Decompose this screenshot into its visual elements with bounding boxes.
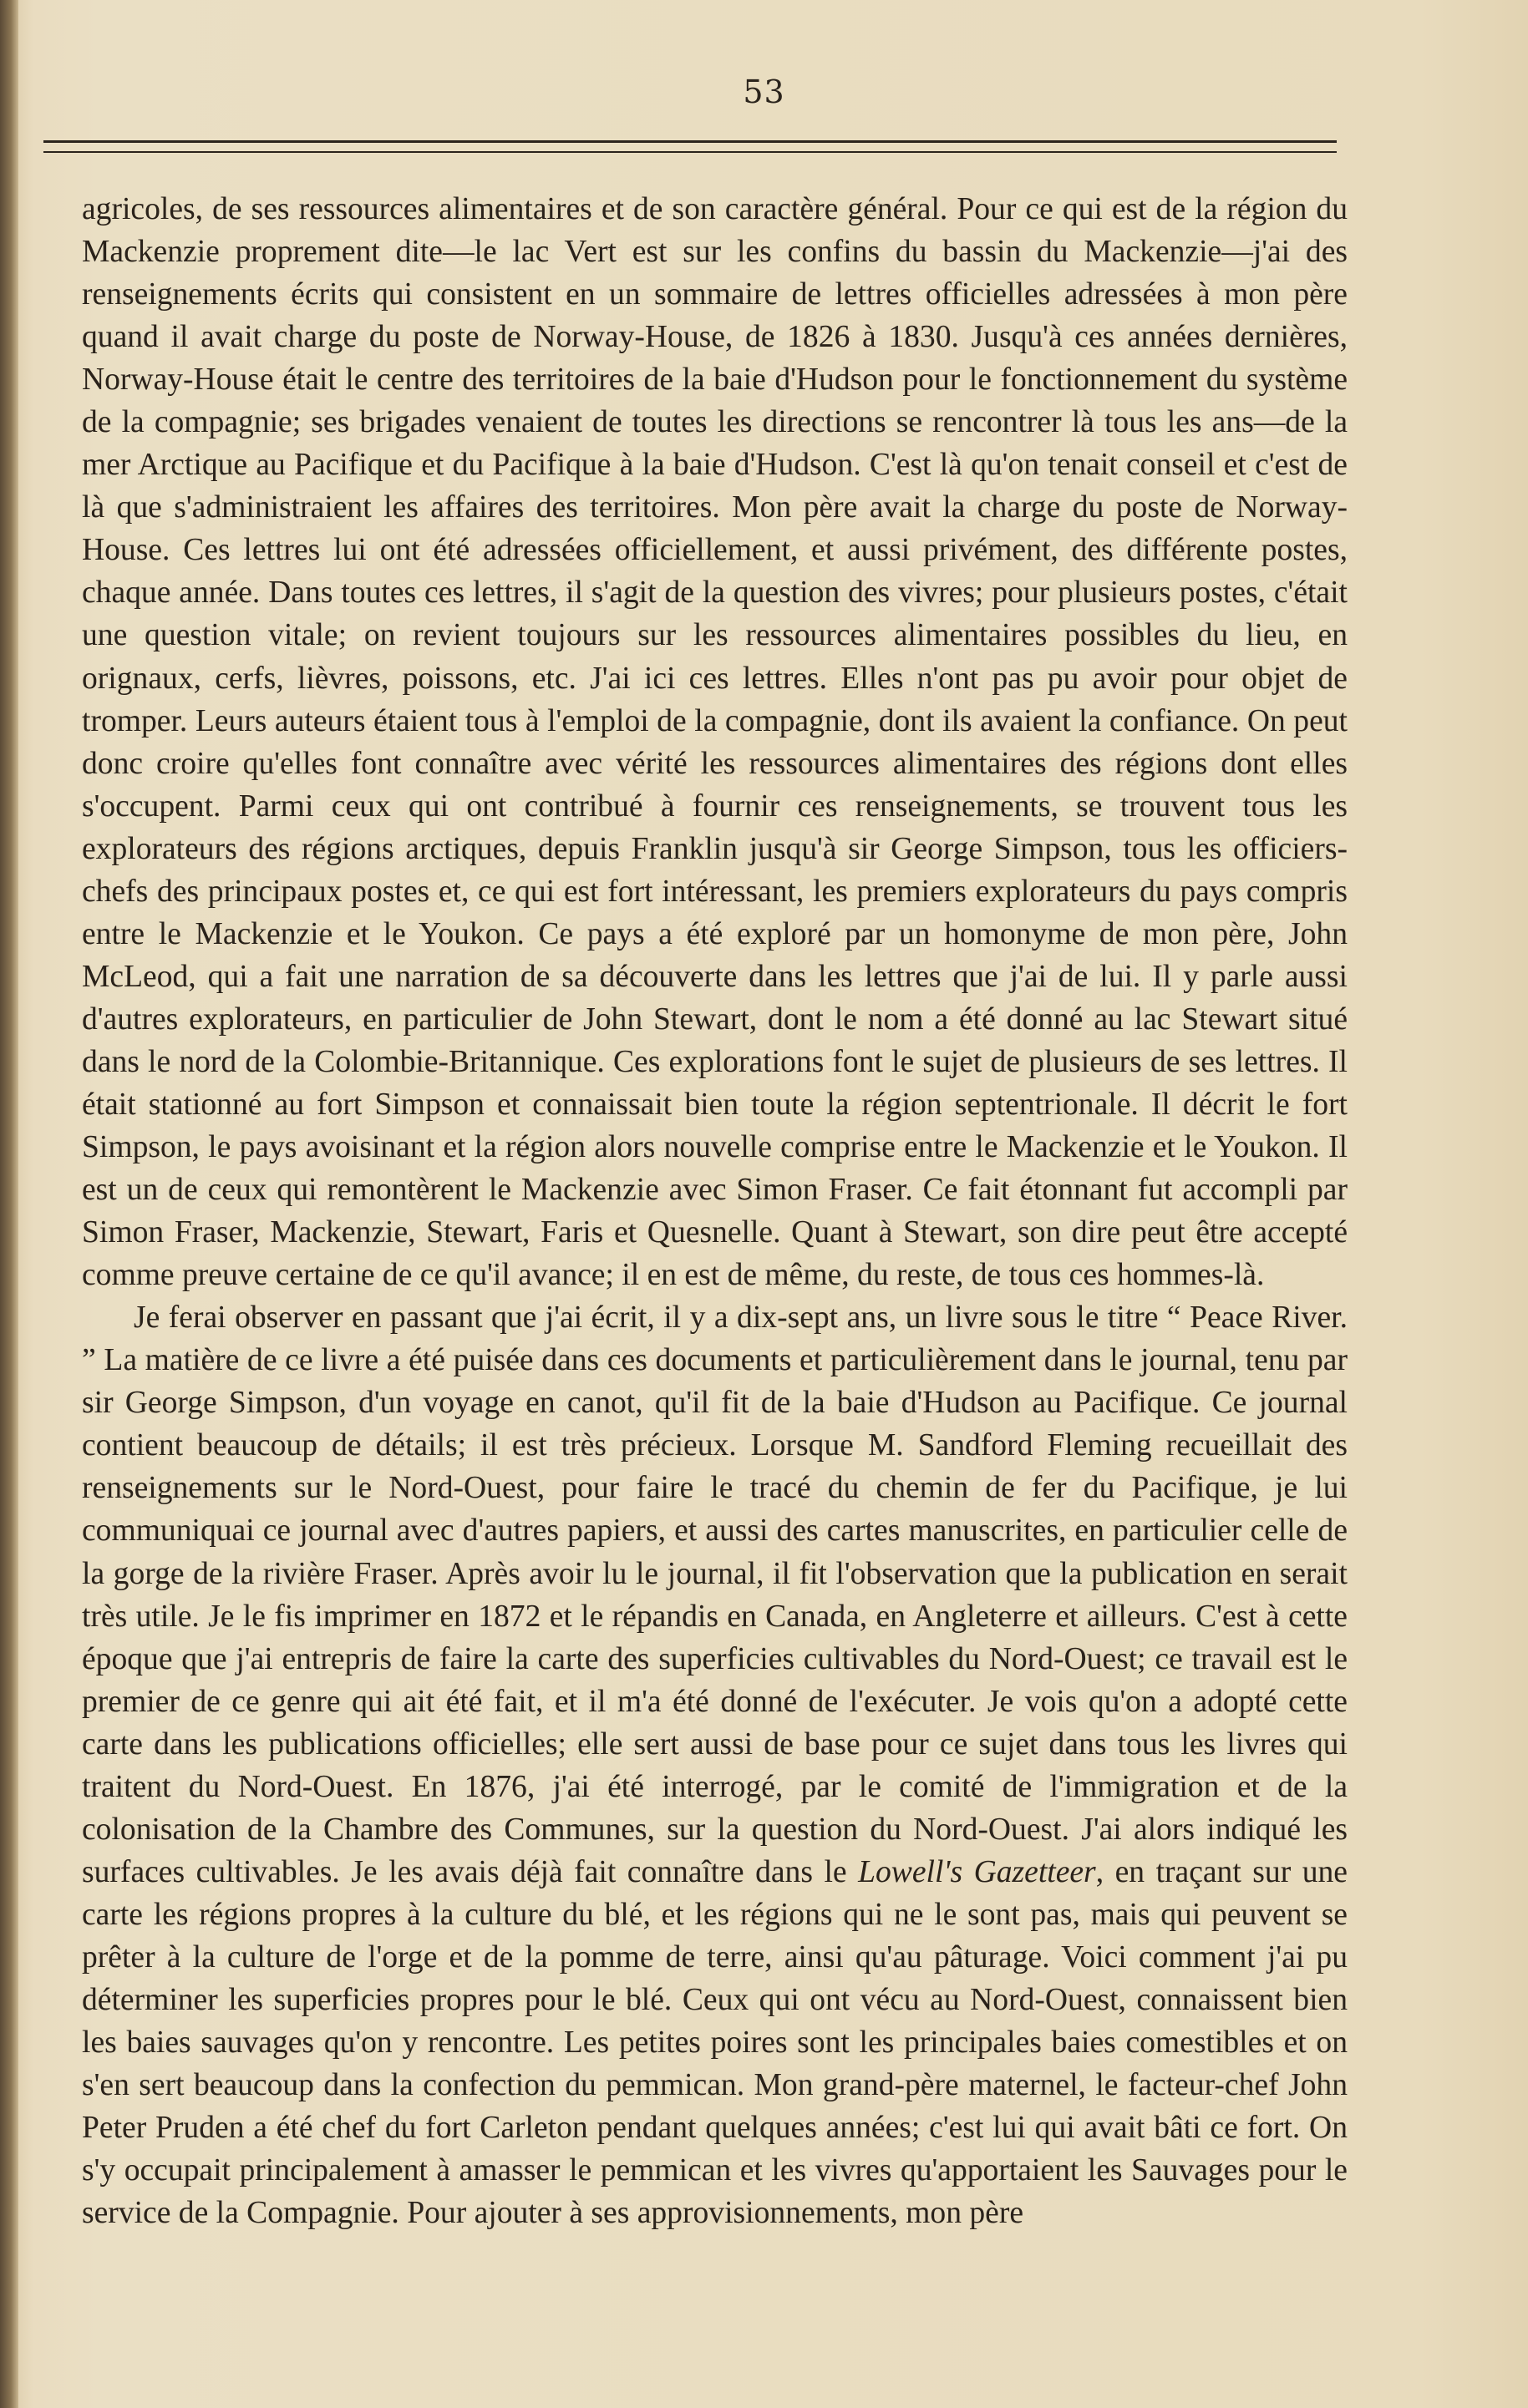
paragraph-2-text: Je ferai observer en passant que j'ai écrit, il y a dix-sept ans, un livre sous le titre “ Peace River. ” La matière de ce livre a été puisée dans ces documents et particulièrement dans le journal, tenu par sir George Simpson, d'un voyage en canot, qu'il fit de la baie d'Hudson au Pacifique. Ce journal contient beaucoup de détails; il est très précieux. Lorsque M. Sandford Fleming recueillait des renseignements sur le Nord-Ouest, pour faire le tracé du chemin de fer du Pacifique, je lui communiquai ce journal avec d'autres papiers, et aussi des cartes manuscrites, en particulier celle de la gorge de la rivière Fraser. Après avoir lu le journal, il fit l'observation que la publication en serait très utile. Je le fis imprimer en 1872 et le répandis en Canada, en Angleterre et ailleurs. C'est à cette époque que j'ai entrepris de faire la carte des superficies cultivables du Nord-Ouest; ce travail est le premier de ce genre qui ait été fait, et il m'a été donné de l'exécuter. Je vois qu'on a adopté cette carte dans les publications officielles; elle sert aussi de base pour ce sujet dans tous les livres qui traitent du Nord-Ouest. En 1876, j'ai été interrogé, par le comité de l'immigration et de la colonisation de la Chambre des Communes, sur la question du Nord-Ouest. J'ai alors indiqué les surfaces cultivables. Je les avais déjà fait connaître dans le [82, 1300, 1348, 1889]
body-text [82, 188, 1348, 2234]
header-rule [43, 140, 1337, 153]
paragraph-1-text: agricoles, de ses ressources alimentaires et de son caractère général. Pour ce qui est de la région du Mackenzie proprement dite—le lac Vert est sur les confins du bassin du Mackenzie—j'ai des renseignements écrits qui consistent en un sommaire de lettres officielles adressées à mon père quand il avait charge du poste de Norway-House, de 1826 à 1830. Jusqu'à ces années dernières, Norway-House était le centre des territoires de la baie d'Hudson pour le fonctionnement du système de la compagnie; ses brigades venaient de toutes les directions se rencontrer là tous les ans—de la mer Arctique au Pacifique et du Pacifique à la baie d'Hudson. C'est là qu'on tenait conseil et c'est de là que s'administraient les affaires des territoires. Mon père avait la charge du poste de Norway-House. Ces lettres lui ont été adressées officiellement, et aussi privément, des différente postes, chaque année. Dans toutes ces lettres, il s'agit de la question des vivres; pour plusieurs postes, c'était une question vitale; on revient toujours sur les ressources alimentaires possibles du lieu, en orignaux, cerfs, lièvres, poissons, etc. J'ai ici ces lettres. Elles n'ont pas pu avoir pour objet de tromper. Leurs auteurs étaient tous à l'emploi de la compagnie, dont ils avaient la confiance. On peut donc croire qu'elles font connaître avec vérité les ressources alimentaires des régions dont elles s'occupent. Parmi ceux qui ont contribué à fournir ces renseignements, se trouvent tous les explorateurs des régions arctiques, depuis Franklin jusqu'à sir George Simpson, tous les officiers-chefs des principaux postes et, ce qui est fort intéressant, les premiers explorateurs du pays compris entre le Mackenzie et le Youkon. Ce pays a été exploré par un homonyme de mon père, John McLeod, qui a fait une narration de sa découverte dans les lettres que j'ai de lui. Il y parle aussi d'autres explorateurs, en particulier de John Stewart, dont le nom a été donné au lac Stewart situé dans le nord de la Colombie-Britannique. Ces explorations font le sujet de plusieurs de ses lettres. Il était stationné au fort Simpson et connaissait bien toute la région septentrionale. Il décrit le fort Simpson, le pays avoisinant et la région alors nouvelle comprise entre le Mackenzie et le Youkon. Il est un de ceux qui remontèrent le Mackenzie avec Simon Fraser. Ce fait étonnant fut accompli par Simon Fraser, Mackenzie, Stewart, Faris et Quesnelle. Quant à Stewart, son dire peut être accepté comme preuve certaine de ce qu'il avance; il en est de même, du reste, de tous ces hommes-là. [82, 192, 1348, 1293]
binding-gutter [0, 0, 18, 2408]
page-number: 53 [743, 74, 785, 110]
gazetteer-title: Lowell's Gazetteer [858, 1854, 1096, 1889]
paragraph-2 [82, 1296, 1348, 2234]
paragraph-1 [82, 188, 1348, 1296]
paragraph-2-text-after: , en traçant sur une carte les régions propres à la culture du blé, et les régions qui ne le sont pas, mais qui peuvent se prêter à la culture de l'orge et de la pomme de terre, ainsi qu'au pâturage. Voici comment j'ai pu déterminer les superficies propres pour le blé. Ceux qui ont vécu au Nord-Ouest, connaissent bien les baies sauvages qu'on y rencontre. Les petites poires sont les principales baies comestibles et on s'en sert beaucoup dans la confection du pemmican. Mon grand-père maternel, le facteur-chef John Peter Pruden a été chef du fort Carleton pendant quelques années; c'est lui qui avait bâti ce fort. On s'y occupait principalement à amasser le pemmican et les vivres qu'apportaient les Sauvages pour le service de la Compagnie. Pour ajouter à ses approvisionnements, mon père [82, 1854, 1348, 2231]
